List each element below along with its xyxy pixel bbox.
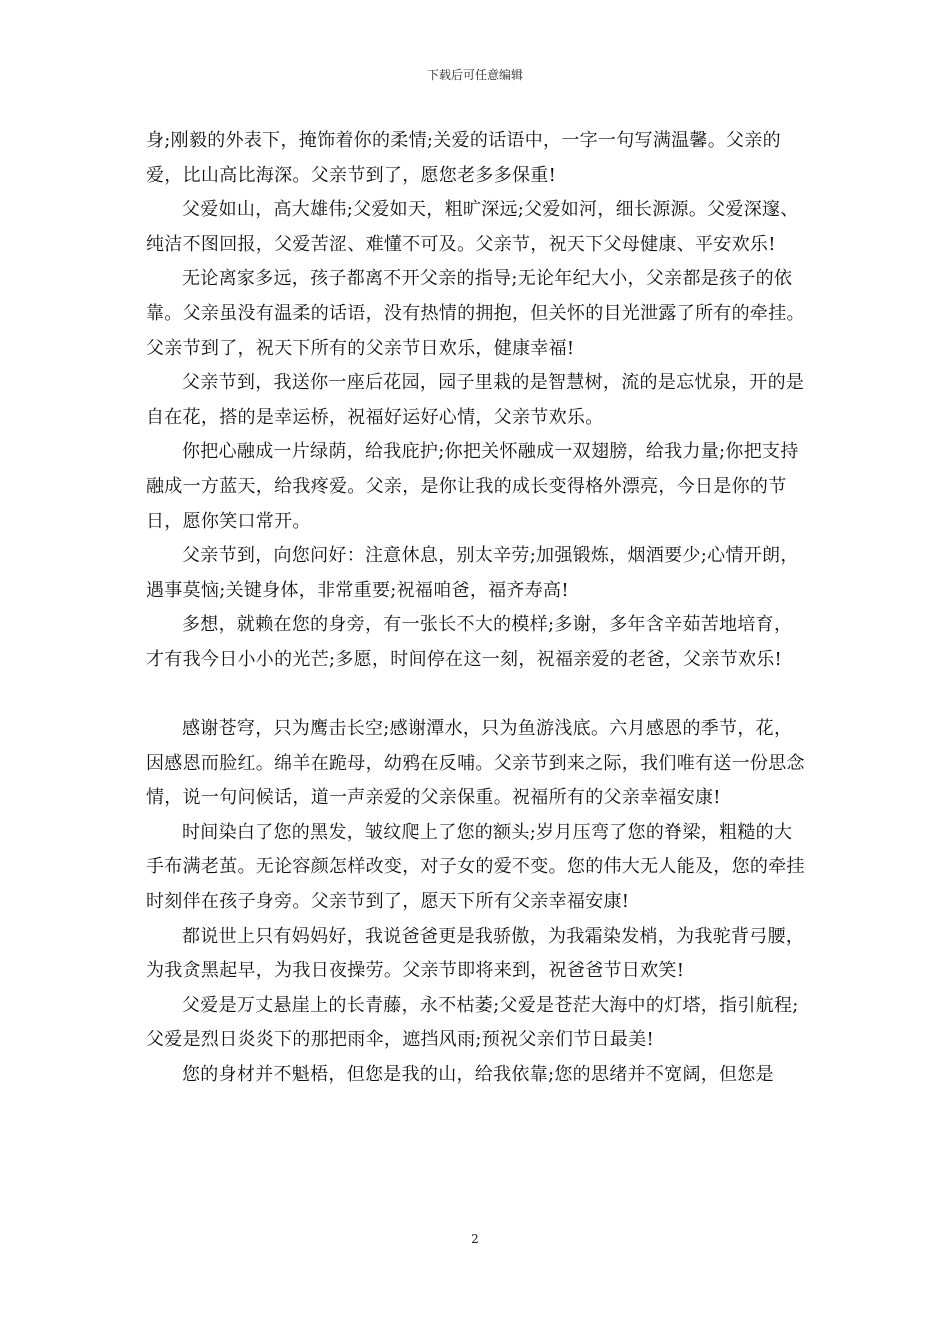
paragraph: 都说世上只有妈妈好，我说爸爸更是我骄傲，为我霜染发梢，为我驼背弓腰，为我贪黑起早，为我日夜操劳。父亲节即将来到，祝爸爸节日欢笑!: [146, 925, 805, 982]
paragraph: 身;刚毅的外表下，掩饰着你的柔情;关爱的话语中，一字一句写满温馨。父亲的爱，比山高比海深。父亲节到了，愿您老多多保重!: [146, 130, 781, 186]
blank-line: [146, 678, 810, 713]
paragraph: 时间染白了您的黑发，皱纹爬上了您的额头;岁月压弯了您的脊梁，粗糙的大手布满老茧。无论容颜怎样改变，对子女的爱不变。您的伟大无人能及，您的牵挂时刻伴在孩子身旁。父亲节到了，愿天下所有父亲幸福安康!: [146, 821, 805, 913]
paragraph: 无论离家多远，孩子都离不开父亲的指导;无论年纪大小，父亲都是孩子的依靠。父亲虽没有温柔的话语，没有热情的拥抱，但关怀的目光泄露了所有的牵挂。父亲节到了，祝天下所有的父亲节日欢乐，健康幸福!: [146, 268, 805, 359]
paragraph: 多想，就赖在您的身旁，有一张长不大的模样;多谢，多年含辛茹苦地培育，才有我今日小小的光芒;多愿，时间停在这一刻，祝福亲爱的老爸，父亲节欢乐!: [146, 614, 793, 670]
page-header: 下载后可任意编辑: [426, 68, 523, 82]
paragraph: 父亲节到，我送你一座后花园，园子里栽的是智慧树，流的是忘忧泉，开的是自在花，搭的是幸运桥，祝福好运好心情，父亲节欢乐。: [146, 372, 805, 428]
paragraph: 父爱如山，高大雄伟;父爱如天，粗旷深远;父爱如河，细长源源。父爱深邃、纯洁不图回报，父爱苦涩、难懂不可及。父亲节，祝天下父母健康、平安欢乐!: [146, 199, 799, 255]
paragraph: 您的身材并不魁梧，但您是我的山，给我依靠;您的思绪并不宽阔，但您是: [182, 1064, 774, 1086]
paragraph: 你把心融成一片绿荫，给我庇护;你把关怀融成一双翅膀，给我力量;你把支持融成一方蓝天，给我疼爱。父亲，是你让我的成长变得格外漂亮，今日是你的节日，愿你笑口常开。: [146, 441, 799, 532]
document-body: [146, 124, 810, 1093]
paragraph: 父亲节到，向您问好：注意休息，别太辛劳;加强锻炼，烟酒要少;心情开朗，遇事莫恼;关键身体，非常重要;祝福咱爸，福齐寿高!: [146, 545, 799, 601]
page-number: 2: [471, 1232, 479, 1246]
paragraph: 父爱是万丈悬崖上的长青藤，永不枯萎;父爱是苍茫大海中的灯塔，指引航程;父爱是烈日炎炎下的那把雨伞，遮挡风雨;预祝父亲们节日最美!: [146, 994, 799, 1051]
paragraph: 感谢苍穹，只为鹰击长空;感谢潭水，只为鱼游浅底。六月感恩的季节，花，因感恩而脸红。绵羊在跪母，幼鸦在反哺。父亲节到来之际，我们唯有送一份思念情，说一句问候话，道一声亲爱的父亲保重。祝福所有的父亲幸福安康!: [146, 718, 805, 809]
